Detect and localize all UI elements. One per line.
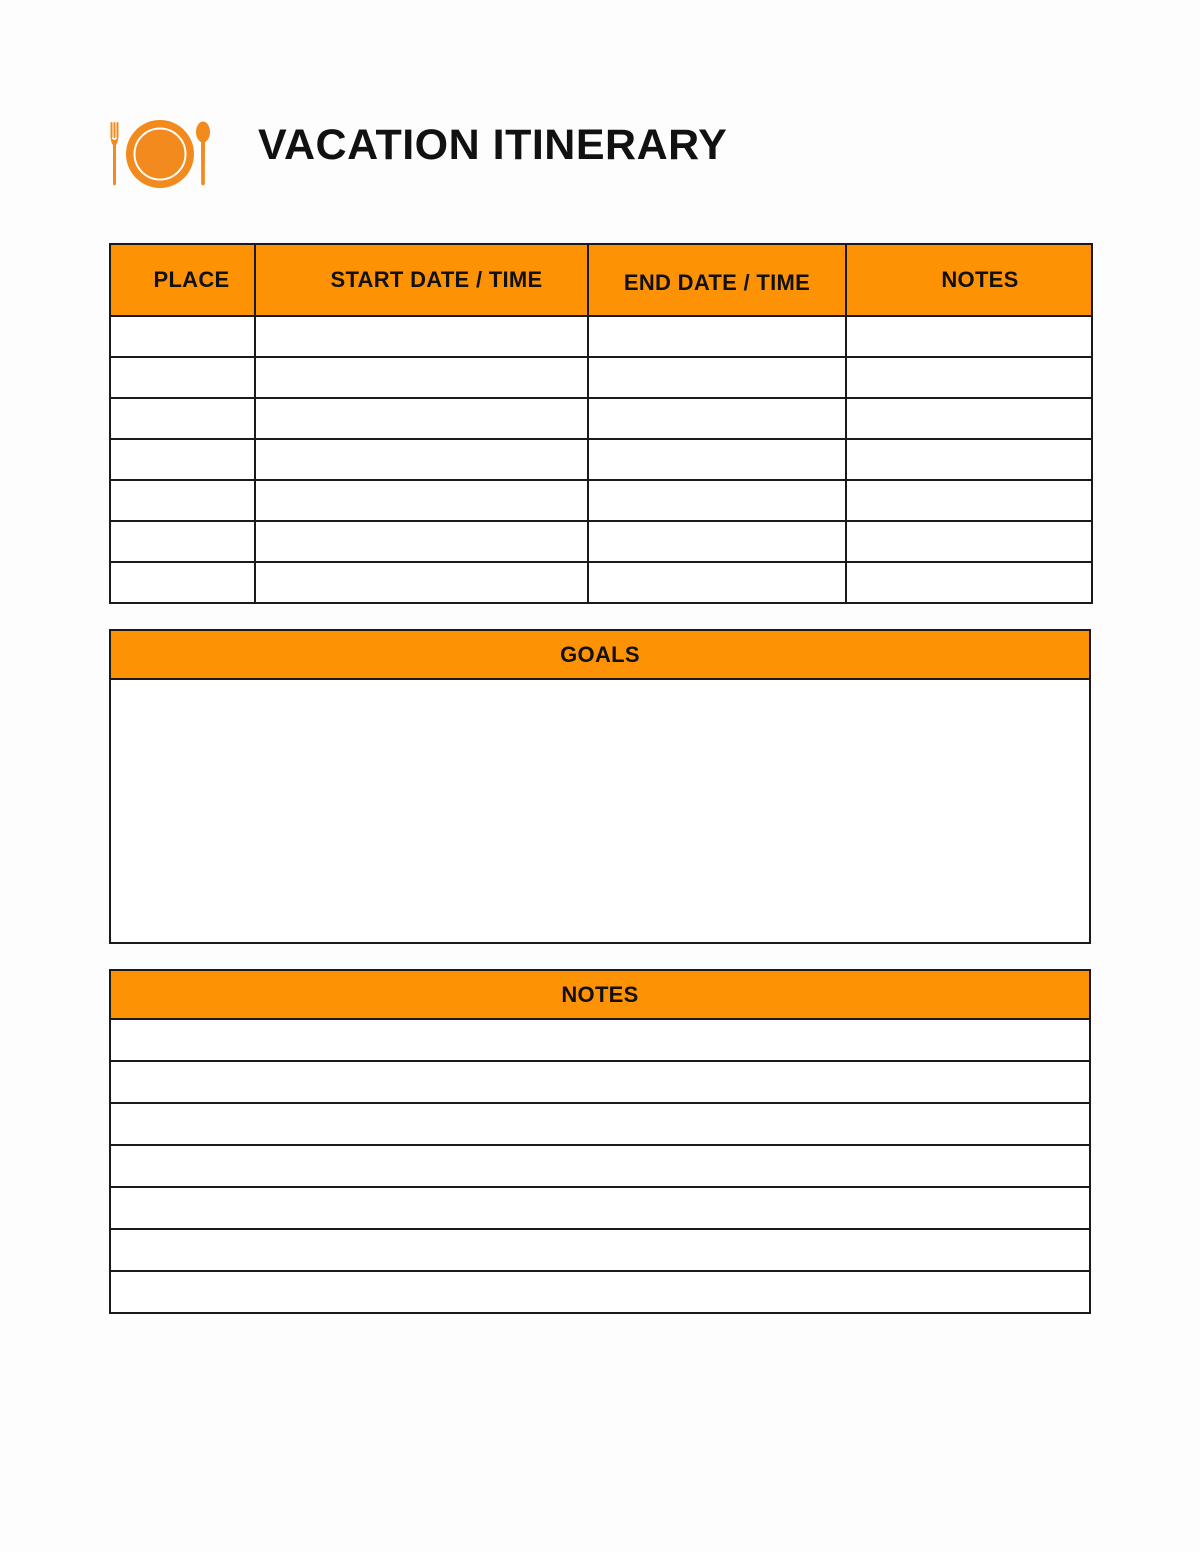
start-date-time-cell[interactable] bbox=[255, 480, 588, 521]
itinerary-row bbox=[110, 521, 1092, 562]
fork-icon bbox=[111, 122, 119, 186]
goals-text-area[interactable] bbox=[111, 680, 1089, 942]
start-date-time-cell[interactable] bbox=[255, 357, 588, 398]
itinerary-row bbox=[110, 480, 1092, 521]
end-date-time-cell[interactable] bbox=[588, 357, 846, 398]
start-date-time-cell[interactable] bbox=[255, 316, 588, 357]
start-date-time-cell[interactable] bbox=[255, 439, 588, 480]
place-cell[interactable] bbox=[110, 439, 255, 480]
notes-cell[interactable] bbox=[846, 398, 1092, 439]
end-date-time-cell[interactable] bbox=[588, 316, 846, 357]
place-cell[interactable] bbox=[110, 521, 255, 562]
start-date-time-cell[interactable] bbox=[255, 562, 588, 603]
itinerary-row bbox=[110, 316, 1092, 357]
notes-cell[interactable] bbox=[846, 439, 1092, 480]
place-cell[interactable] bbox=[110, 398, 255, 439]
column-header-place: PLACE bbox=[110, 244, 255, 316]
note-line[interactable] bbox=[111, 1272, 1089, 1312]
end-date-time-cell[interactable] bbox=[588, 562, 846, 603]
notes-section bbox=[109, 969, 1091, 1314]
start-date-time-cell[interactable] bbox=[255, 521, 588, 562]
notes-cell[interactable] bbox=[846, 562, 1092, 603]
place-cell[interactable] bbox=[110, 357, 255, 398]
spoon-icon bbox=[196, 122, 210, 186]
itinerary-row bbox=[110, 439, 1092, 480]
notes-cell[interactable] bbox=[846, 480, 1092, 521]
end-date-time-cell[interactable] bbox=[588, 480, 846, 521]
page-title: VACATION ITINERARY bbox=[258, 121, 728, 169]
itinerary-row bbox=[110, 562, 1092, 603]
place-cell[interactable] bbox=[110, 480, 255, 521]
note-line[interactable] bbox=[111, 1146, 1089, 1188]
plate-icon bbox=[126, 120, 194, 188]
plate-fork-spoon-icon bbox=[108, 118, 212, 190]
end-date-time-cell[interactable] bbox=[588, 398, 846, 439]
itinerary-row bbox=[110, 398, 1092, 439]
end-date-time-cell[interactable] bbox=[588, 521, 846, 562]
column-header-end-date-time: END DATE / TIME bbox=[588, 244, 846, 316]
notes-heading: NOTES bbox=[111, 971, 1089, 1020]
end-date-time-cell[interactable] bbox=[588, 439, 846, 480]
notes-cell[interactable] bbox=[846, 357, 1092, 398]
note-line[interactable] bbox=[111, 1188, 1089, 1230]
column-header-notes: NOTES bbox=[846, 244, 1092, 316]
note-line[interactable] bbox=[111, 1104, 1089, 1146]
goals-section bbox=[109, 629, 1091, 944]
itinerary-header-row bbox=[110, 244, 1092, 316]
note-line[interactable] bbox=[111, 1062, 1089, 1104]
itinerary-table bbox=[109, 243, 1093, 604]
place-cell[interactable] bbox=[110, 316, 255, 357]
note-line[interactable] bbox=[111, 1230, 1089, 1272]
goals-heading: GOALS bbox=[111, 631, 1089, 680]
column-header-start-date-time: START DATE / TIME bbox=[255, 244, 588, 316]
start-date-time-cell[interactable] bbox=[255, 398, 588, 439]
notes-cell[interactable] bbox=[846, 521, 1092, 562]
place-cell[interactable] bbox=[110, 562, 255, 603]
notes-cell[interactable] bbox=[846, 316, 1092, 357]
itinerary-row bbox=[110, 357, 1092, 398]
note-line[interactable] bbox=[111, 1020, 1089, 1062]
